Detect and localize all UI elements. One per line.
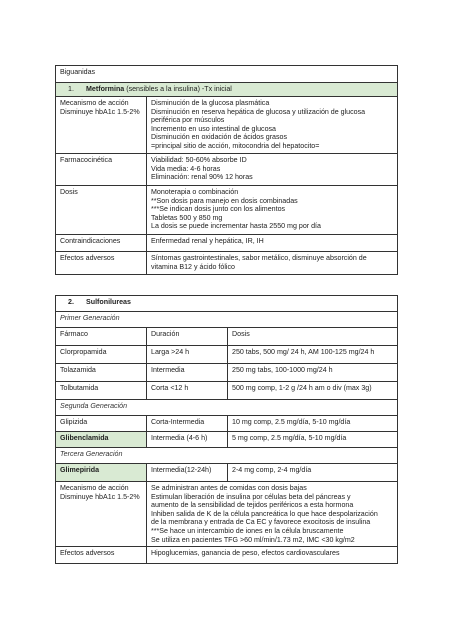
table-row	[56, 416, 398, 432]
efectos-label: Efectos adversos	[56, 547, 147, 564]
gen3-row	[56, 448, 398, 464]
drug-dose: 5 mg comp, 2.5 mg/día, 5-10 mg/día	[228, 432, 398, 448]
efectos-row	[56, 547, 398, 564]
gen1-label: Primer Generación	[56, 312, 398, 328]
drug-dose: 250 mg tabs, 100-1000 mg/24 h	[228, 364, 398, 382]
efectos-value: Síntomas gastrointestinales, sabor metálico, disminuye absorción de vitamina B12 y ácido fólico	[147, 252, 398, 275]
drug-duration: Intermedia(12-24h)	[147, 464, 228, 482]
contraindicaciones-label: Contraindicaciones	[56, 235, 147, 252]
value-line: Disminución en reserva hepática de glucosa y utilización de glucosa periférica por músculos	[151, 107, 366, 125]
mecanismo-value	[147, 482, 398, 547]
drug-duration: Corta-Intermedia	[147, 416, 228, 432]
drug-duration: Intermedia (4-6 h)	[147, 432, 228, 448]
value-line: Se administran antes de comidas con dosis bajas	[151, 484, 307, 492]
heading-rest: (sensibles a la insulina) -Tx inicial	[124, 85, 232, 93]
drug-name: Glipizida	[56, 416, 147, 432]
label-line: Disminuye hbA1c 1.5-2%	[60, 492, 140, 501]
gen3-label: Tercera Generación	[56, 448, 398, 464]
value-line: Disminución de la glucosa plasmática	[151, 99, 270, 107]
heading-bold: Sulfonilureas	[86, 298, 131, 306]
dosis-value	[147, 186, 398, 235]
table-row	[56, 346, 398, 364]
table-row	[56, 432, 398, 448]
sulfonilureas-heading	[56, 296, 398, 312]
table-row	[56, 464, 398, 482]
section-title-row	[56, 66, 398, 83]
drug-dose: 2-4 mg comp, 2-4 mg/día	[228, 464, 398, 482]
mecanismo-row	[56, 97, 398, 154]
drug-duration: Corta <12 h	[147, 382, 228, 400]
header-farmaco: Fármaco	[56, 328, 147, 346]
value-line: ***Se indican dosis junto con los alimentos	[151, 205, 286, 214]
mecanismo-row	[56, 482, 398, 547]
drug-dose: 250 tabs, 500 mg/ 24 h, AM 100-125 mg/24 h	[228, 346, 398, 364]
drug-dose: 500 mg comp, 1-2 g /24 h am o div (max 3g)	[228, 382, 398, 400]
mecanismo-value	[147, 97, 398, 154]
heading-number: 1.	[68, 85, 74, 93]
contraindicaciones-value: Enfermedad renal y hepática, IR, IH	[147, 235, 398, 252]
metformina-heading-row	[56, 83, 398, 97]
farmacocinetica-label: Farmacocinética	[56, 154, 147, 186]
value-line: Incremento en uso intestinal de glucosa	[151, 124, 277, 133]
value-line: de la membrana y entrada de Ca EC y favorece exocitosis de insulina	[151, 518, 371, 527]
value-line: =principal sitio de acción, mitocondria del hepatocito=	[151, 141, 320, 150]
drug-name-highlighted: Glimepirida	[56, 464, 147, 482]
header-duracion: Duración	[147, 328, 228, 346]
value-line: **Son dosis para manejo en dosis combinadas	[151, 196, 298, 205]
value-line: Disminución en oxidación de ácidos grasos	[151, 133, 288, 142]
farmacocinetica-value	[147, 154, 398, 186]
table-header-row	[56, 328, 398, 346]
mecanismo-label	[56, 97, 147, 154]
efectos-row	[56, 252, 398, 275]
table-row	[56, 382, 398, 400]
gen1-row	[56, 312, 398, 328]
sulfonilureas-table	[55, 295, 398, 564]
sulfonilureas-heading-row	[56, 296, 398, 312]
heading-bold: Metformina	[86, 85, 125, 93]
dosis-label: Dosis	[56, 186, 147, 235]
value-line: Eliminación: renal 90% 12 horas	[151, 173, 253, 182]
label-line: Mecanismo de acción	[60, 484, 129, 492]
efectos-value: Hipoglucemias, ganancia de peso, efectos cardiovasculares	[147, 547, 398, 564]
dosis-row	[56, 186, 398, 235]
value-line: Inhiben salida de K de la célula pancreática lo que hace despolarización	[151, 509, 378, 518]
drug-duration: Larga >24 h	[147, 346, 228, 364]
drug-dose: 10 mg comp, 2.5 mg/día, 5-10 mg/día	[228, 416, 398, 432]
value-line: Vida media: 4-6 horas	[151, 164, 221, 173]
mecanismo-label	[56, 482, 147, 547]
label-line: Mecanismo de acción	[60, 99, 129, 107]
value-line: Monoterapia o combinación	[151, 188, 239, 196]
biguanidas-table	[55, 65, 398, 275]
label-line: Disminuye hbA1c 1.5-2%	[60, 107, 140, 116]
heading-number: 2.	[68, 298, 74, 306]
value-line: aumento de la sensibilidad de tejidos periféricos a esta hormona	[151, 501, 354, 510]
drug-name: Clorpropamida	[56, 346, 147, 364]
value-line: Se utiliza en pacientes TFG >60 ml/min/1.73 m2, IMC <30 kg/m2	[151, 535, 355, 544]
drug-name-highlighted: Glibenclamida	[56, 432, 147, 448]
farmacocinetica-row	[56, 154, 398, 186]
drug-duration: Intermedia	[147, 364, 228, 382]
value-line: Tabletas 500 y 850 mg	[151, 213, 223, 222]
value-line: Estimulan liberación de insulina por células beta del páncreas y	[151, 492, 351, 501]
drug-name: Tolbutamida	[56, 382, 147, 400]
section-title: Biguanidas	[56, 66, 398, 83]
value-line: ***Se hace un intercambio de iones en la célula bruscamente	[151, 526, 344, 535]
table-row	[56, 364, 398, 382]
gen2-row	[56, 400, 398, 416]
contraindicaciones-row	[56, 235, 398, 252]
efectos-label: Efectos adversos	[56, 252, 147, 275]
gen2-label: Segunda Generación	[56, 400, 398, 416]
value-line: Viabilidad: 50-60% absorbe ID	[151, 156, 247, 164]
drug-name: Tolazamida	[56, 364, 147, 382]
header-dosis: Dosis	[228, 328, 398, 346]
value-line: La dosis se puede incrementar hasta 2550 mg por día	[151, 222, 321, 231]
metformina-heading	[56, 83, 398, 97]
